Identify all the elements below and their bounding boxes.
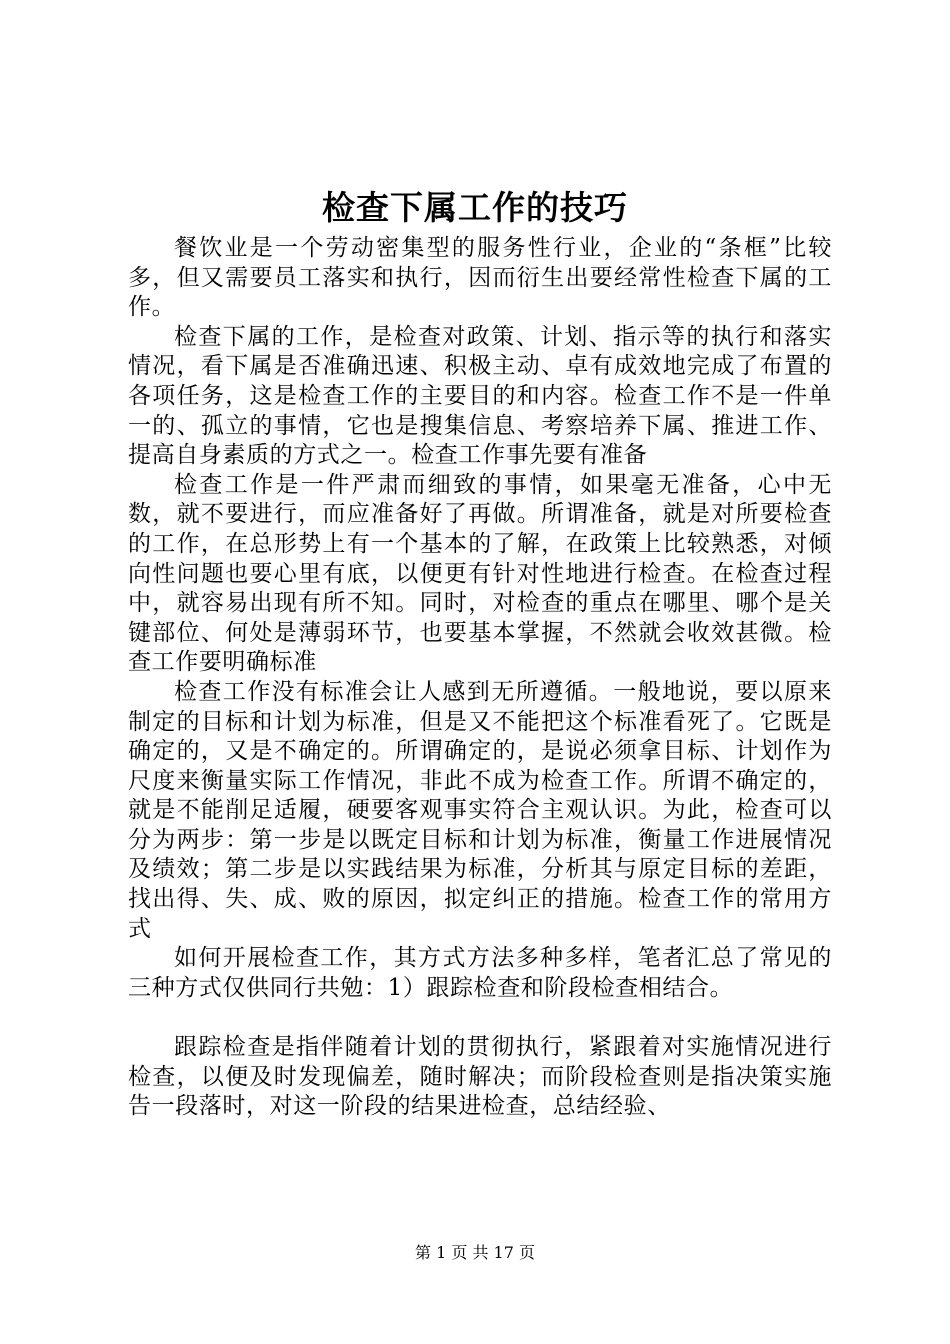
paragraph-1: 餐饮业是一个劳动密集型的服务性行业，企业的“条框”比较多，但又需要员工落实和执行，因而衍生出要经常性检查下属的工作。 [128,235,832,321]
paragraph-4: 检查工作没有标准会让人感到无所遵循。一般地说，要以原来制定的目标和计划为标准，但是又不能把这个标准看死了。它既是确定的，又是不确定的。所谓确定的，是说必须拿目标、计划作为尺度来衡量实际工作情况，非此不成为检查工作。所谓不确定的，就是不能削足适履，硬要客观事实符合主观认识。为此，检查可以分为两步：第一步是以既定目标和计划为标准，衡量工作进展情况及绩效；第二步是以实践结果为标准，分析其与原定目标的差距，找出得、失、成、败的原因，拟定纠正的措施。检查工作的常用方式 [128,678,832,942]
document-title: 检查下属工作的技巧 [322,188,628,227]
paragraph-2: 检查下属的工作，是检查对政策、计划、指示等的执行和落实情况，看下属是否准确迅速、积极主动、卓有成效地完成了布置的各项任务，这是检查工作的主要目的和内容。检查工作不是一件单一的、孤立的事情，它也是搜集信息、考察培养下属、推进工作、提高自身素质的方式之一。检查工作事先要有准备 [128,323,832,469]
paragraph-5: 如何开展检查工作，其方式方法多种多样，笔者汇总了常见的三种方式仅供同行共勉：1）跟踪检查和阶段检查相结合。 [128,945,832,1001]
paragraph-6: 跟踪检查是指伴随着计划的贯彻执行，紧跟着对实施情况进行检查，以便及时发现偏差，随时解决；而阶段检查则是指决策实施告一段落时，对这一阶段的结果进检查，总结经验、 [128,1034,832,1120]
page-number-footer: 第 1 页 共 17 页 [415,1243,535,1262]
document-body [128,234,832,1122]
paragraph-3: 检查工作是一件严肃而细致的事情，如果毫无准备，心中无数，就不要进行，而应准备好了再做。所谓准备，就是对所要检查的工作，在总形势上有一个基本的了解，在政策上比较熟悉，对倾向性问题也要心里有底，以便更有针对性地进行检查。在检查过程中，就容易出现有所不知。同时，对检查的重点在哪里、哪个是关键部位、何处是薄弱环节，也要基本掌握，不然就会收效甚微。检查工作要明确标准 [128,471,832,676]
